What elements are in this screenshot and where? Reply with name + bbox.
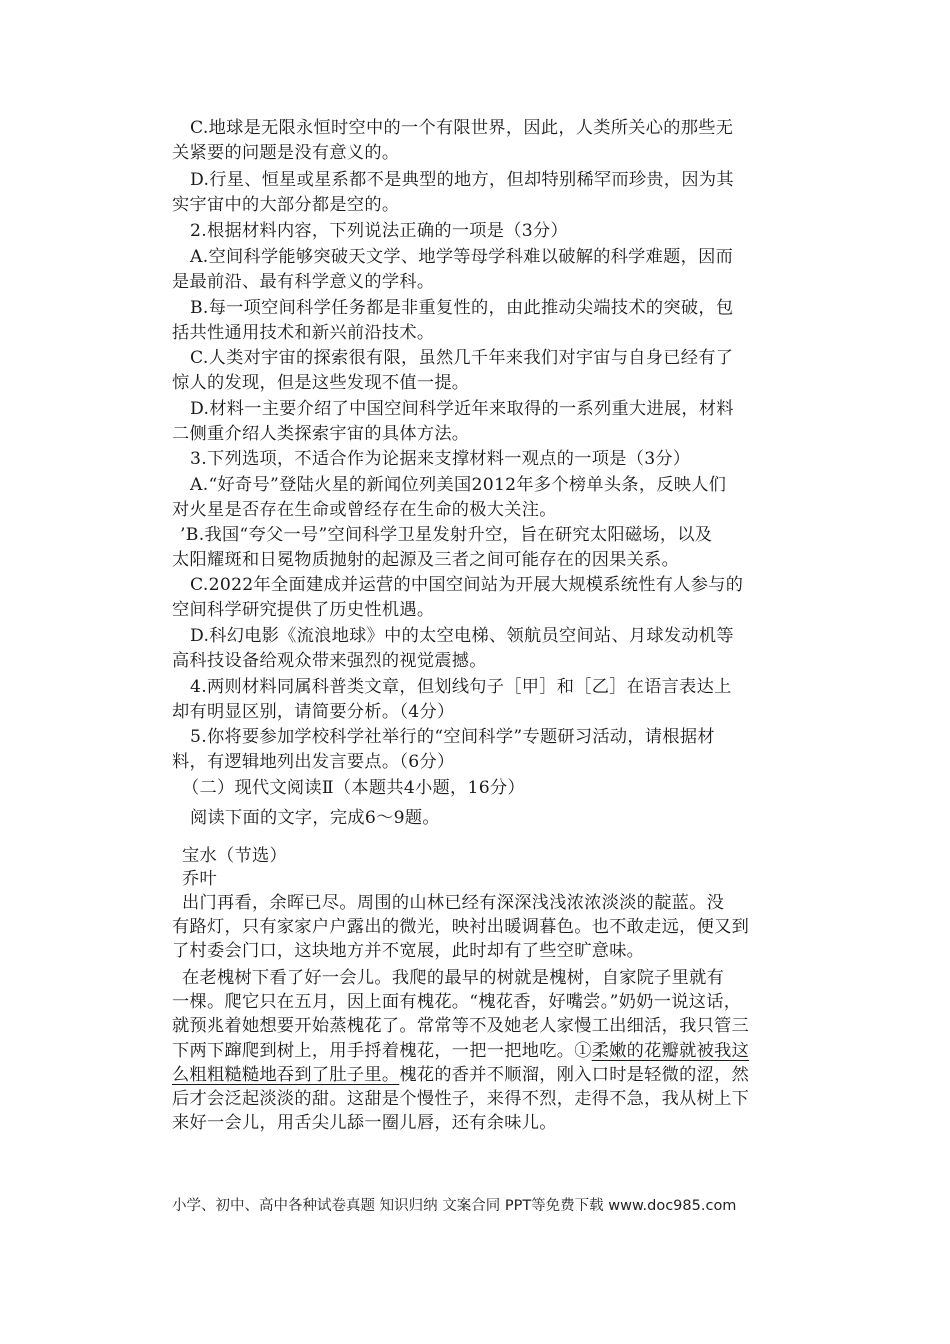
footer-download-note: 小学、初中、高中各种试卷真题 知识归纳 文案合同 PPT等免费下载 www.doc985.com — [172, 1198, 737, 1214]
passage-p1-line1: 出门再看，余晖已尽。周围的山林已经有深深浅浅浓浓淡淡的靛蓝。没 — [182, 893, 725, 913]
q2-option-a-line1: A.空间科学能够突破天文学、地学等母学科难以破解的科学难题，因而 — [190, 247, 734, 267]
q2-option-a-line2: 是最前沿、最有科学意义的学科。 — [172, 272, 435, 292]
passage-p2-line4 — [172, 1039, 749, 1063]
section-heading: （二）现代文阅读Ⅱ（本题共4小题，16分） — [182, 778, 525, 798]
passage-title: 宝水（节选） — [182, 846, 287, 866]
q3-option-d-line1: D.科幻电影《流浪地球》中的太空电梯、领航员空间站、月球发动机等 — [190, 626, 734, 646]
q1-option-c-line1: C.地球是无限永恒时空中的一个有限世界，因此，人类所关心的那些无 — [190, 118, 734, 138]
passage-p1-line2: 有路灯，只有家家户户露出的微光，映衬出暖调暮色。也不敢走远，便又到 — [172, 917, 750, 937]
q4-line2: 却有明显区别，请简要分析。（4分） — [172, 702, 455, 722]
passage-p1-line3: 了村委会门口，这块地方并不宽展，此时却有了些空旷意味。 — [172, 941, 645, 961]
q3-option-a-line2: 对火星是否存在生命或曾经存在生命的极大关注。 — [172, 500, 557, 520]
q3-option-b-line1: ’B.我国“夸父一号”空间科学卫星发射升空，旨在研究太阳磁场，以及 — [180, 525, 713, 545]
passage-p2-line3: 就预兆着她想要开始蒸槐花了。常常等不及她老人家慢工出细活，我只管三 — [172, 1016, 750, 1036]
q2-stem: 2.根据材料内容，下列说法正确的一项是（3分） — [190, 221, 568, 241]
q2-option-d-line2: 二侧重介绍人类探索宇宙的具体方法。 — [172, 424, 470, 444]
q3-stem: 3.下列选项，不适合作为论据来支撑材料一观点的一项是（3分） — [190, 449, 691, 469]
passage-p2-line5-text: 槐花的香并不顺溜，刚入口时是轻微的涩，然 — [399, 1065, 750, 1085]
reading-instruction: 阅读下面的文字，完成6～9题。 — [190, 808, 440, 828]
q3-option-d-line2: 高科技设备给观众带来强烈的视觉震撼。 — [172, 651, 487, 671]
q2-option-c-line2: 惊人的发现，但是这些发现不值一提。 — [172, 373, 470, 393]
q5-line1: 5.你将要参加学校科学社举行的“空间科学”专题研习活动，请根据材 — [190, 727, 715, 747]
q2-option-c-line1: C.人类对宇宙的探索很有限，虽然几千年来我们对宇宙与自身已经有了 — [190, 348, 734, 368]
q1-option-c-line2: 关紧要的问题是没有意义的。 — [172, 143, 400, 163]
q3-option-a-line1: A.“好奇号”登陆火星的新闻位列美国2012年多个榜单头条，反映人们 — [190, 475, 727, 495]
passage-p2-line7: 来好一会儿，用舌尖儿舔一圈儿唇，还有余味儿。 — [172, 1113, 557, 1133]
q2-option-d-line1: D.材料一主要介绍了中国空间科学近年来取得的一系列重大进展，材料 — [190, 399, 734, 419]
q1-option-d-line1: D.行星、恒星或星系都不是典型的地方，但却特别稀罕而珍贵，因为其 — [190, 170, 734, 190]
q2-option-b-line1: B.每一项空间科学任务都是非重复性的，由此推动尖端技术的突破，包 — [190, 298, 734, 318]
passage-p2-line6: 后才会泛起淡淡的甜。这甜是个慢性子，来得不烈，走得不急，我从树上下 — [172, 1089, 750, 1109]
passage-p2-line1: 在老槐树下看了好一会儿。我爬的最早的树就是槐树，自家院子里就有 — [182, 968, 725, 988]
passage-p2-line4-text: 下两下蹿爬到树上，用手捋着槐花，一把一把地吃。① — [172, 1041, 592, 1061]
q1-option-d-line2: 实宇宙中的大部分都是空的。 — [172, 195, 400, 215]
q5-line2: 料，有逻辑地列出发言要点。（6分） — [172, 752, 455, 772]
q3-option-b-line2: 太阳耀斑和日冕物质抛射的起源及三者之间可能存在的因果关系。 — [172, 550, 680, 570]
passage-p2-line2: 一棵。爬它只在五月，因上面有槐花。“槐花香，好嘴尝。”奶奶一说这话， — [172, 992, 742, 1012]
q4-line1: 4.两则材料同属科普类文章，但划线句子［甲］和［乙］在语言表达上 — [190, 677, 732, 697]
underlined-sentence-part2: 么粗粗糙糙地吞到了肚子里。 — [172, 1065, 400, 1085]
q3-option-c-line1: C.2022年全面建成并运营的中国空间站为开展大规模系统性有人参与的 — [190, 575, 744, 595]
passage-p2-line5 — [172, 1063, 749, 1087]
underlined-sentence-part1: 柔嫩的花瓣就被我这 — [591, 1041, 750, 1061]
passage-author: 乔叶 — [182, 869, 217, 889]
q2-option-b-line2: 括共性通用技术和新兴前沿技术。 — [172, 323, 435, 343]
q3-option-c-line2: 空间科学研究提供了历史性机遇。 — [172, 600, 435, 620]
